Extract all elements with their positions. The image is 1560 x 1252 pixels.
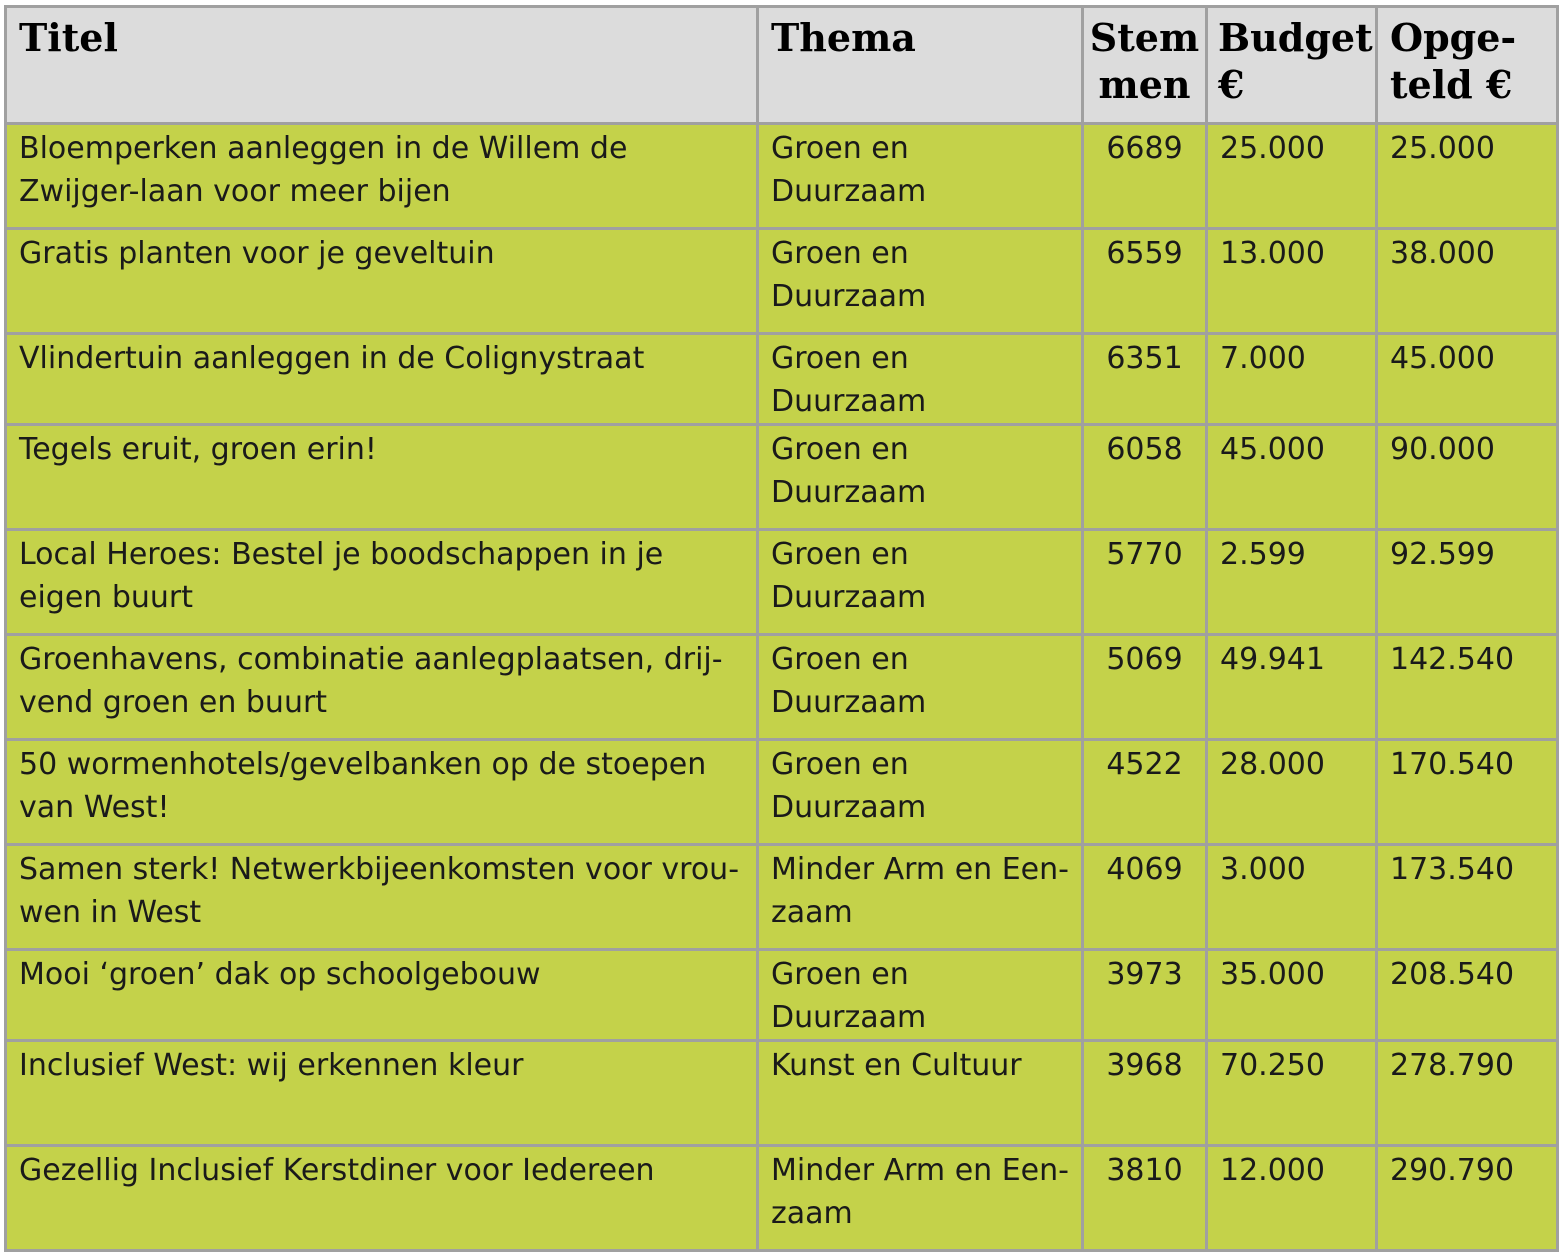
table-row xyxy=(6,635,1558,740)
cell-titel: Mooi ‘groen’ dak op schoolgebouw xyxy=(6,950,758,1041)
cell-thema: Minder Arm en Een-zaam xyxy=(758,845,1083,950)
cell-opgeteld: 208.540 xyxy=(1377,950,1558,1041)
cell-budget: 12.000 xyxy=(1207,1146,1377,1251)
cell-opgeteld: 173.540 xyxy=(1377,845,1558,950)
header-budget xyxy=(1207,7,1377,124)
cell-titel: Gezellig Inclusief Kerstdiner voor Iedereen xyxy=(6,1146,758,1251)
cell-opgeteld: 90.000 xyxy=(1377,425,1558,530)
table-row xyxy=(6,425,1558,530)
cell-titel: Tegels eruit, groen erin! xyxy=(6,425,758,530)
cell-opgeteld: 25.000 xyxy=(1377,124,1558,229)
cell-budget: 70.250 xyxy=(1207,1041,1377,1146)
project-table xyxy=(4,5,1559,1252)
cell-thema: Groen en Duurzaam xyxy=(758,740,1083,845)
cell-budget: 3.000 xyxy=(1207,845,1377,950)
cell-budget: 28.000 xyxy=(1207,740,1377,845)
table-row xyxy=(6,1146,1558,1251)
cell-budget: 7.000 xyxy=(1207,334,1377,425)
header-row xyxy=(6,7,1558,124)
header-stemmen xyxy=(1083,7,1207,124)
cell-thema: Kunst en Cultuur xyxy=(758,1041,1083,1146)
cell-opgeteld: 45.000 xyxy=(1377,334,1558,425)
cell-opgeteld: 92.599 xyxy=(1377,530,1558,635)
header-stemmen-text: Stem men xyxy=(1089,15,1200,107)
table-row xyxy=(6,845,1558,950)
cell-thema: Groen en Duurzaam xyxy=(758,950,1083,1041)
cell-thema: Groen en Duurzaam xyxy=(758,124,1083,229)
cell-stemmen: 4522 xyxy=(1083,740,1207,845)
cell-stemmen: 3810 xyxy=(1083,1146,1207,1251)
cell-titel: Samen sterk! Netwerkbijeenkomsten voor vrou-wen in West xyxy=(6,845,758,950)
header-titel: Titel xyxy=(6,7,758,124)
table-row xyxy=(6,950,1558,1041)
cell-stemmen: 6689 xyxy=(1083,124,1207,229)
cell-titel: 50 wormenhotels/gevelbanken op de stoepen van West! xyxy=(6,740,758,845)
cell-thema: Groen en Duurzaam xyxy=(758,530,1083,635)
cell-thema: Groen en Duurzaam xyxy=(758,635,1083,740)
cell-stemmen: 3968 xyxy=(1083,1041,1207,1146)
cell-opgeteld: 278.790 xyxy=(1377,1041,1558,1146)
table-row xyxy=(6,530,1558,635)
header-budget-text: Budget € xyxy=(1218,15,1373,107)
cell-thema: Groen en Duurzaam xyxy=(758,425,1083,530)
cell-budget: 35.000 xyxy=(1207,950,1377,1041)
cell-opgeteld: 38.000 xyxy=(1377,229,1558,334)
cell-stemmen: 6058 xyxy=(1083,425,1207,530)
cell-thema: Groen en Duurzaam xyxy=(758,334,1083,425)
cell-stemmen: 6351 xyxy=(1083,334,1207,425)
cell-titel: Groenhavens, combinatie aanlegplaatsen, drij-vend groen en buurt xyxy=(6,635,758,740)
cell-stemmen: 3973 xyxy=(1083,950,1207,1041)
cell-stemmen: 5770 xyxy=(1083,530,1207,635)
cell-stemmen: 5069 xyxy=(1083,635,1207,740)
cell-stemmen: 4069 xyxy=(1083,845,1207,950)
cell-opgeteld: 170.540 xyxy=(1377,740,1558,845)
cell-budget: 13.000 xyxy=(1207,229,1377,334)
cell-opgeteld: 290.790 xyxy=(1377,1146,1558,1251)
cell-titel: Local Heroes: Bestel je boodschappen in je eigen buurt xyxy=(6,530,758,635)
cell-stemmen: 6559 xyxy=(1083,229,1207,334)
cell-titel: Inclusief West: wij erkennen kleur xyxy=(6,1041,758,1146)
table-row xyxy=(6,740,1558,845)
table-row xyxy=(6,229,1558,334)
cell-budget: 49.941 xyxy=(1207,635,1377,740)
table-row xyxy=(6,334,1558,425)
cell-budget: 2.599 xyxy=(1207,530,1377,635)
cell-thema: Groen en Duurzaam xyxy=(758,229,1083,334)
cell-thema: Minder Arm en Een-zaam xyxy=(758,1146,1083,1251)
header-opgeteld xyxy=(1377,7,1558,124)
table-row xyxy=(6,124,1558,229)
cell-budget: 25.000 xyxy=(1207,124,1377,229)
cell-titel: Gratis planten voor je geveltuin xyxy=(6,229,758,334)
cell-titel: Vlindertuin aanleggen in de Colignystraat xyxy=(6,334,758,425)
header-thema: Thema xyxy=(758,7,1083,124)
cell-budget: 45.000 xyxy=(1207,425,1377,530)
table-row xyxy=(6,1041,1558,1146)
cell-opgeteld: 142.540 xyxy=(1377,635,1558,740)
cell-titel: Bloemperken aanleggen in de Willem de Zwijger-laan voor meer bijen xyxy=(6,124,758,229)
header-opgeteld-text: Opge- teld € xyxy=(1390,15,1517,107)
